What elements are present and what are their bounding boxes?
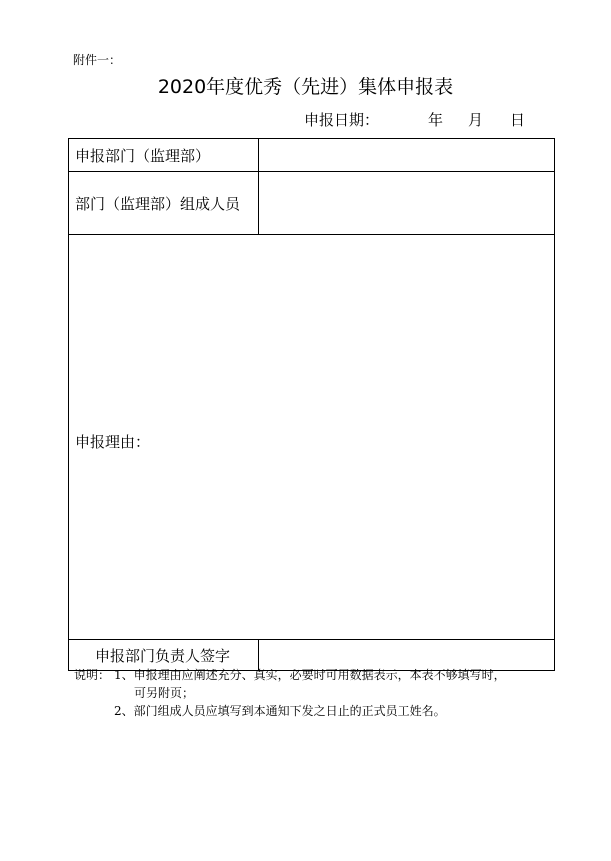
application-date-row xyxy=(300,110,550,132)
notes-head: 说明： xyxy=(74,668,111,682)
application-form-table xyxy=(68,138,555,671)
list-item xyxy=(74,666,554,684)
notes-section xyxy=(74,666,554,720)
note-item-1-line-1: 1、申报理由应阐述充分、真实，必要时可用数据表示，本表不够填写时， xyxy=(114,668,506,682)
members-label: 部门（监理部）组成人员 xyxy=(69,172,259,235)
department-value-cell[interactable] xyxy=(259,139,555,172)
list-item xyxy=(74,684,554,702)
table-row xyxy=(69,139,555,172)
page-title: 2020年度优秀（先进）集体申报表 xyxy=(157,76,454,98)
table-row xyxy=(69,235,555,640)
date-year-label: 年 xyxy=(428,111,444,129)
date-month-label: 月 xyxy=(468,111,484,129)
table-row xyxy=(69,172,555,235)
date-day-label: 日 xyxy=(510,111,526,129)
reason-label: 申报理由： xyxy=(75,432,151,451)
signature-label: 申报部门负责人签字 xyxy=(69,640,259,671)
department-label: 申报部门（监理部） xyxy=(69,139,259,172)
reason-cell[interactable] xyxy=(69,235,555,640)
members-value-cell[interactable] xyxy=(259,172,555,235)
list-item xyxy=(74,702,554,720)
note-item-1-line-2: 可另附页； xyxy=(134,686,195,700)
note-item-2: 2、部门组成人员应填写到本通知下发之日止的正式员工姓名。 xyxy=(114,704,446,718)
date-label: 申报日期： xyxy=(304,111,380,129)
attachment-label: 附件一： xyxy=(73,53,122,67)
